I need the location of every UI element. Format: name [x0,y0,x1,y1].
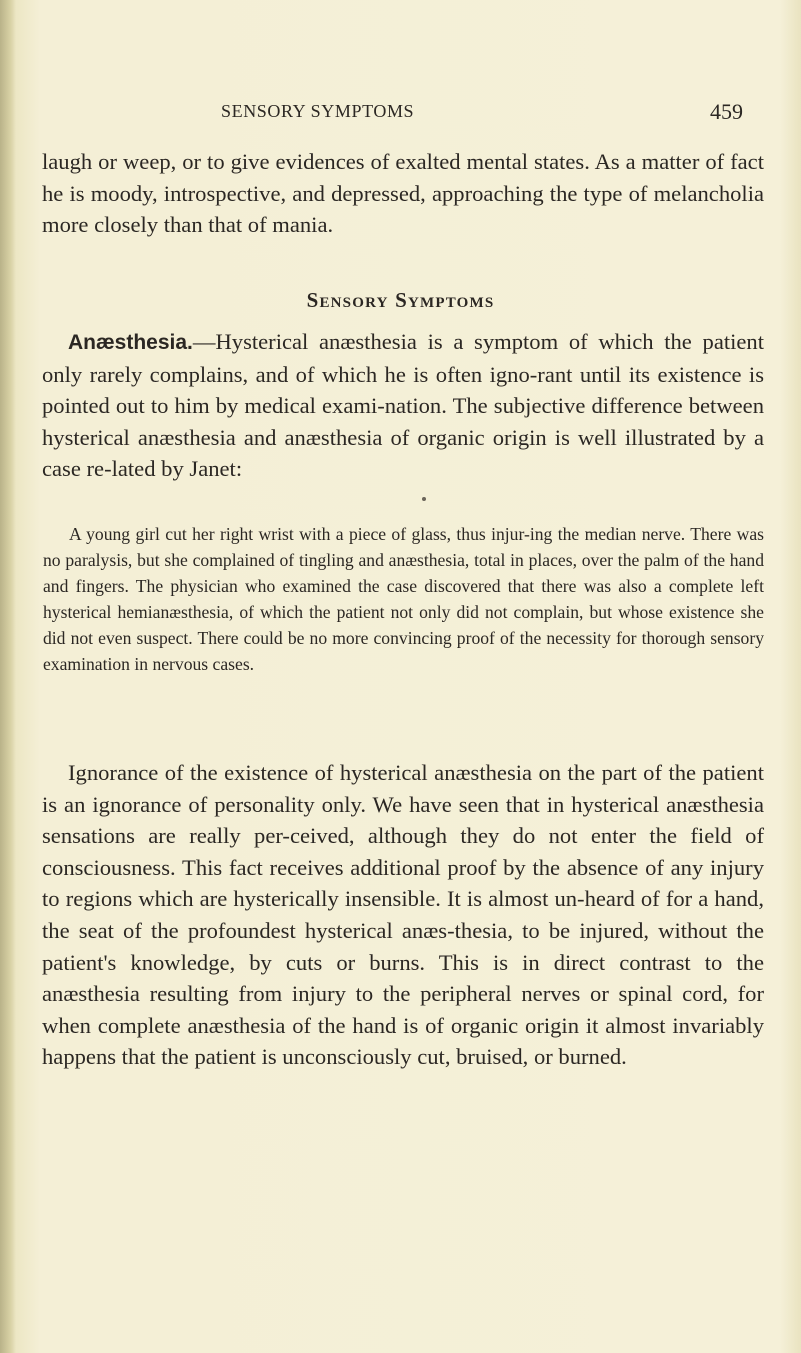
page-number: 459 [710,99,743,124]
print-speck [422,497,426,501]
paragraph-ignorance: Ignorance of the existence of hysterical anæsthesia on the part of the patient is an ignorance of personality only. We have seen that in hysterical anæsthesia sensations are really per-ceived, although they do not enter the field of consciousness. This fact receives additional proof by the absence of any injury to regions which are hysterically insensible. It is almost un-heard of for a hand, the seat of the profoundest hysterical anæs-thesia, to be injured, without the patient's knowledge, by cuts or burns. This is in direct contrast to the anæsthesia resulting from injury to the peripheral nerves or spinal cord, for when complete anæsthesia of the hand is of organic origin it almost invariably happens that the patient is unconsciously cut, bruised, or burned. [42,760,764,1070]
section-heading: Sensory Symptoms [306,288,495,312]
running-head [0,99,801,129]
paragraph-anaesthesia-text: —Hysterical anæsthesia is a symptom of which the patient only rarely complains, and of which he is often igno-rant until its existence is pointed out to him by medical exami-nation. The subjective difference between hysterical anæsthesia and anæsthesia of organic origin is well illustrated by a case re-lated by Janet: [42,329,764,482]
paragraph-anaesthesia [42,326,764,485]
running-title: SENSORY SYMPTOMS [221,101,415,121]
quoted-case: A young girl cut her right wrist with a piece of glass, thus injur-ing the median nerve. There was no paralysis, but she complained of tingling and anæsthesia, total in places, over the palm of the hand and fingers. The physician who examined the case discovered that there was also a complete left hysterical hemianæsthesia, of which the patient not only did not complain, but whose existence she did not even suspect. There could be no more convincing proof of the necessity for thorough sensory examination in nervous cases. [43,524,764,674]
paragraph-continuation: laugh or weep, or to give evidences of exalted mental states. As a matter of fact he is moody, introspective, and depressed, approaching the type of melancholia more closely than that of mania. [42,149,764,238]
run-in-heading: Anæsthesia. [68,331,193,354]
page-gutter [0,0,16,1353]
